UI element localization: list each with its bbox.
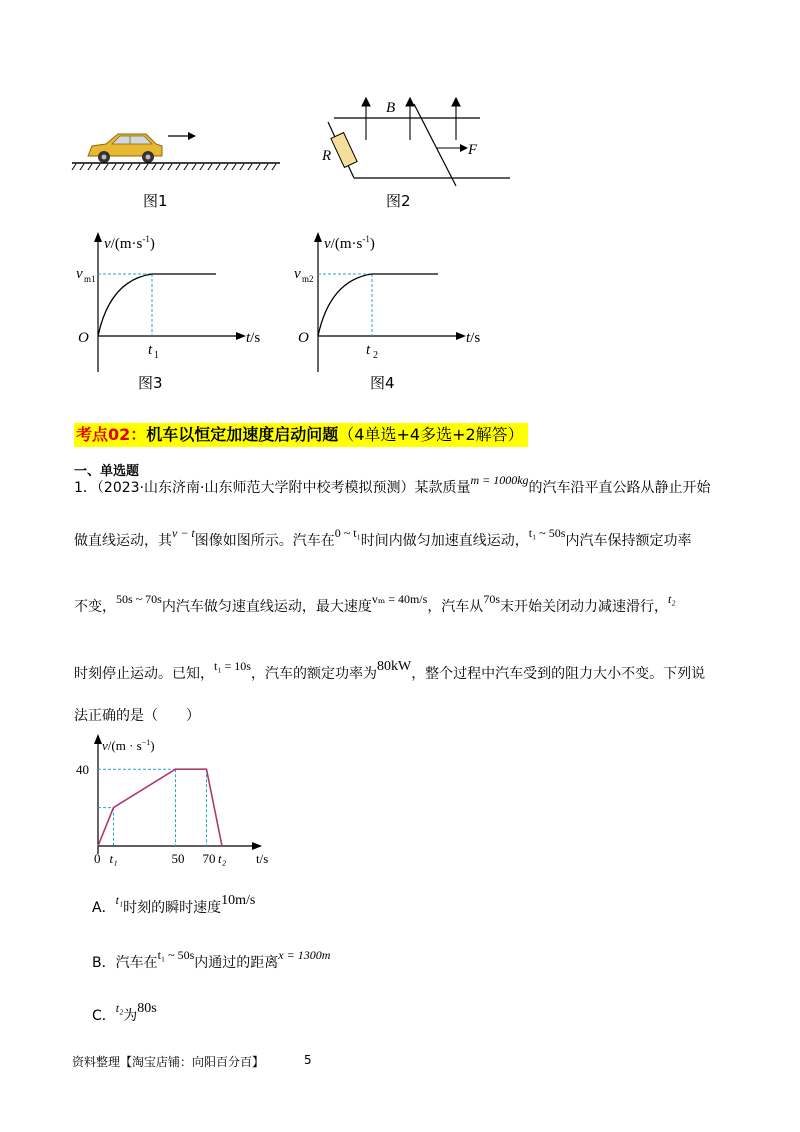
fig3-curve: [98, 274, 216, 336]
svg-text:v: v: [76, 266, 83, 282]
question-line-5: 法正确的是（ ）: [74, 708, 200, 724]
vt-chart: [70, 732, 270, 872]
page-number: 5: [304, 1053, 312, 1067]
question-line-4: 时刻停止运动。已知，t₁ = 10s，汽车的额定功率为80kW，整个过程中汽车受到的阻力大小不变。下列说: [74, 659, 706, 682]
svg-text:t: t: [148, 342, 153, 358]
label-R: R: [322, 148, 332, 164]
svg-text:v/(m·s-1): $v/(m\cdot s^{-1})$: [324, 234, 375, 252]
figure-3-caption: 图3: [138, 374, 163, 392]
magnetic-field-arrows: [362, 98, 460, 140]
question-line-2: 做直线运动，其v − t图像如图所示。汽车在0 ~ t₁时间内做匀加速直线运动，t₁ ~ 50s内汽车保持额定功率: [74, 526, 692, 549]
label-F: F: [468, 142, 478, 158]
figure-4-caption: 图4: [370, 374, 395, 392]
svg-text:1: 1: [154, 350, 159, 361]
svg-text:v: v: [294, 266, 301, 282]
x-tick-label: t₂: [218, 851, 227, 866]
figure-2-caption: 图2: [386, 192, 411, 210]
svg-text:v/(m·s-1): $v/(m\cdot s^{-1})$: [104, 234, 155, 252]
question-number: 1．: [74, 480, 97, 496]
option-B[interactable]: B．汽车在t₁ ~ 50s内通过的距离x = 1300m: [92, 948, 331, 971]
svg-text:O: O: [78, 330, 89, 346]
svg-text:t/s: t/s: [466, 330, 481, 346]
x-axis-label: t/s: [256, 851, 269, 866]
svg-text:m1: m1: [84, 274, 96, 284]
question-line-1: 1．（2023·山东济南·山东师范大学附中校考模拟预测）某款质量m = 1000kg的汽车沿平直公路从静止开始: [74, 473, 711, 496]
figure-1-car: [70, 118, 290, 178]
sliding-rod: [414, 104, 456, 186]
svg-text:m2: m2: [302, 274, 314, 284]
fig4-curve: [318, 274, 438, 336]
option-A[interactable]: A．t₁时刻的瞬时速度10m/s: [92, 893, 256, 916]
vt-series-line: [98, 769, 222, 846]
y-axis-label: $v/(m \cdot s^{-1})$: [102, 738, 155, 753]
x-tick-label: 0: [94, 851, 101, 866]
label-B: B: [386, 100, 396, 116]
svg-text:2: 2: [373, 350, 378, 361]
question-line-3: 不变，50s ~ 70s内汽车做匀速直线运动，最大速度vₘ = 40m/s，汽车从70s末开始关闭动力减速滑行，t₂: [74, 592, 676, 615]
svg-text:t/s: t/s: [246, 330, 260, 346]
y-tick-label: 40: [76, 762, 89, 778]
figure-2-circuit: [318, 92, 518, 187]
footer-text: 资料整理【淘宝店铺：向阳百分百】: [72, 1055, 265, 1069]
figure-3-graph: [70, 228, 260, 376]
section-label: 考点02：: [76, 425, 147, 444]
svg-text:O: O: [298, 330, 309, 346]
option-C[interactable]: C．t₂为80s: [92, 1001, 157, 1024]
x-tick-label: 70: [202, 851, 216, 866]
section-heading: [74, 423, 528, 447]
subsection-heading: 一、单选题: [74, 464, 140, 479]
x-tick-label: t₁: [109, 851, 118, 866]
section-suffix: （4单选+4多选+2解答）: [338, 425, 524, 444]
figure-4-graph: [290, 228, 490, 376]
svg-text:t: t: [366, 342, 371, 358]
x-tick-label: 50: [171, 851, 185, 866]
figure-1-caption: 图1: [143, 192, 168, 210]
resistor: [331, 133, 357, 168]
mass-formula: m = 1000kg: [470, 473, 529, 487]
section-title: 机车以恒定加速度启动问题: [146, 425, 339, 444]
